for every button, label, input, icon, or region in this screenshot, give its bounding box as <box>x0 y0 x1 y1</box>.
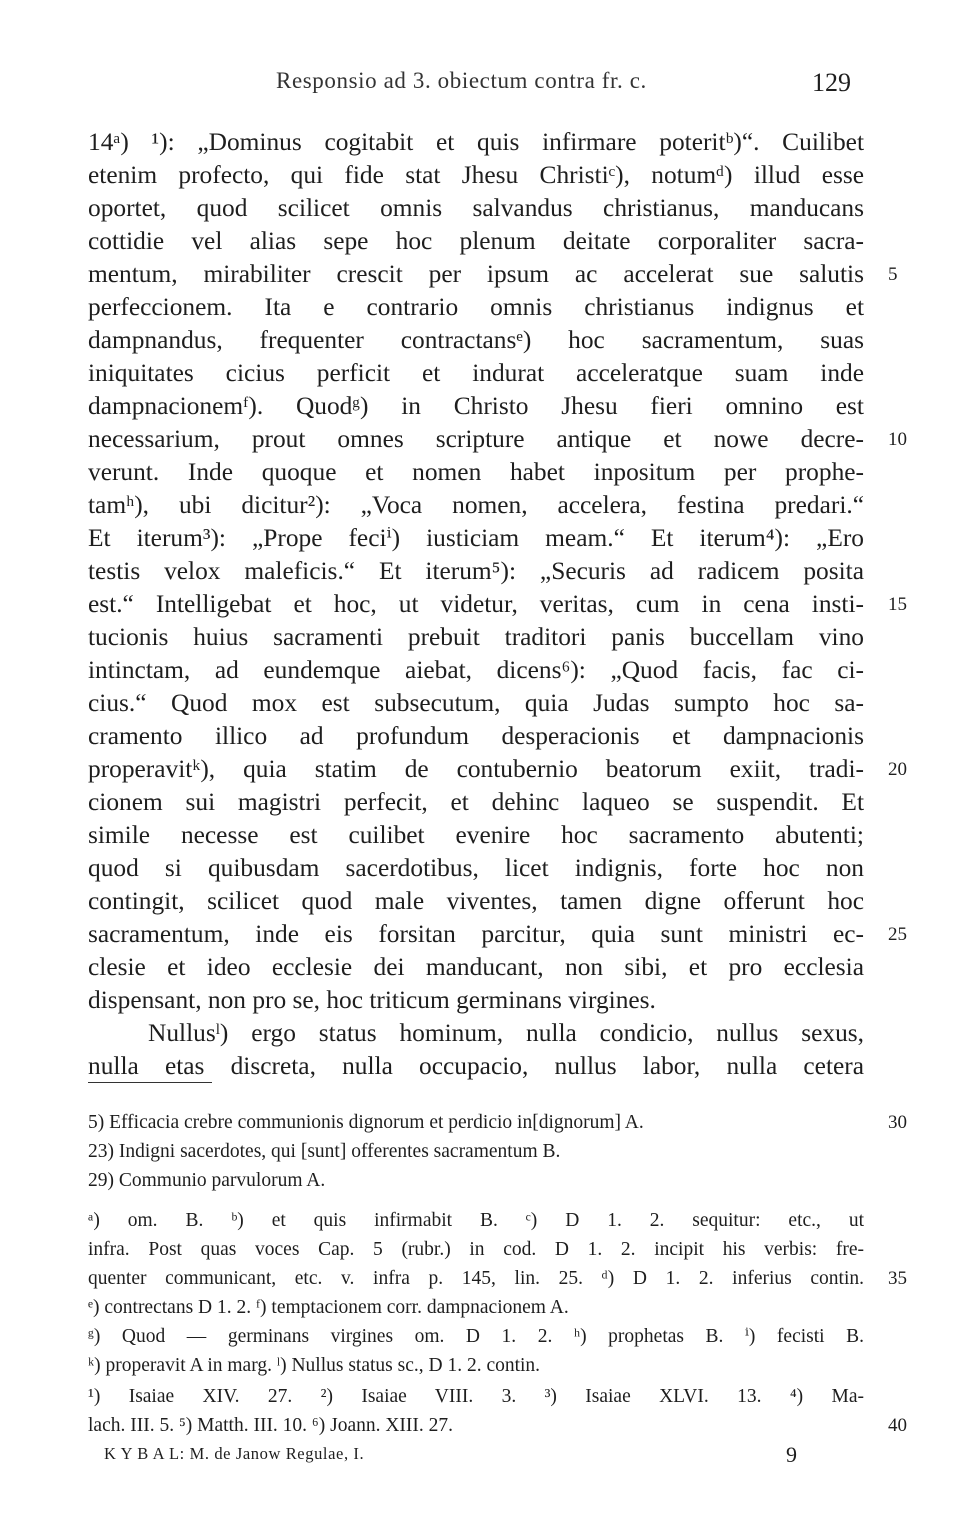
text-line <box>88 159 864 192</box>
text-line-text: contingit, scilicet quod male viventes, tamen digne offerunt hoc <box>88 887 864 915</box>
line-number: 5 <box>888 264 898 285</box>
text-line-text: properavitᵏ), quia statim de contubernio beatorum exiit, tradi- <box>88 755 864 783</box>
text-line-text: clesie et ideo ecclesie dei manducant, non sibi, et pro ecclesia <box>88 953 864 981</box>
text-line-text: dampnacionemᶠ). Quodᵍ) in Christo Jhesu fieri omnino est <box>88 392 864 420</box>
main-text-block <box>88 126 907 1083</box>
source-note-line-text: lach. III. 5. ⁵) Matth. III. 10. ⁶) Joann. XIII. 27. <box>88 1415 454 1436</box>
text-line-text: Et iterum³): „Prope feciⁱ) iusticiam meam.“ Et iterum⁴): „Ero <box>88 524 864 552</box>
text-line <box>88 555 864 588</box>
text-line-text: verunt. Inde quoque et nomen habet inpositum per prophe- <box>88 458 864 486</box>
apparatus-note-line <box>88 1351 864 1380</box>
text-line <box>88 819 864 852</box>
apparatus-note-line-text: ᵉ) contrectans D 1. 2. ᶠ) temptacionem corr. dampnacionem A. <box>88 1297 569 1318</box>
text-line <box>88 1050 864 1083</box>
text-line-text: 14ᵃ) ¹): „Dominus cogitabit et quis infirmare poteritᵇ)“. Cuilibet <box>88 128 864 156</box>
margin-note-line <box>88 1137 864 1166</box>
text-line-text: Nullusˡ) ergo status hominum, nulla condicio, nullus sexus, <box>148 1019 864 1047</box>
text-line <box>88 258 898 291</box>
apparatus-note-line-text: ᵃ) om. B. ᵇ) et quis infirmabit B. ᶜ) D 1. 2. sequitur: etc., ut <box>88 1210 864 1231</box>
text-line-text: cottidie vel alias sepe hoc plenum deitate corporaliter sacra- <box>88 227 864 255</box>
text-line-text: tamʰ), ubi dicitur²): „Voca nomen, accelera, festina predari.“ <box>88 491 864 519</box>
text-line <box>88 225 864 258</box>
text-line <box>88 192 864 225</box>
apparatus-note-line <box>88 1264 907 1293</box>
text-line-text: tucionis huius sacramenti prebuit traditori panis buccellam vino <box>88 623 864 651</box>
text-line <box>88 588 907 621</box>
text-line-text: cius.“ Quod mox est subsecutum, quia Judas sumpto hoc sa- <box>88 689 864 717</box>
text-line <box>88 1017 864 1050</box>
text-line <box>88 885 864 918</box>
text-line <box>88 390 864 423</box>
text-line-text: nulla etas discreta, nulla occupacio, nullus labor, nulla cetera <box>88 1052 864 1080</box>
text-line-text: est.“ Intelligebat et hoc, ut videtur, veritas, cum in cena insti- <box>88 590 864 618</box>
text-line <box>88 324 864 357</box>
page-header <box>0 68 960 108</box>
source-note-line <box>88 1411 907 1440</box>
margin-note-line-text: 23) Indigni sacerdotes, qui [sunt] offerentes sacramentum B. <box>88 1141 561 1162</box>
apparatus-note-line <box>88 1322 864 1351</box>
text-line-text: sacramentum, inde eis forsitan parcitur, quia sunt ministri ec- <box>88 920 864 948</box>
footnote-divider <box>88 1082 212 1083</box>
text-line-text: mentum, mirabiliter crescit per ipsum ac accelerat sue salutis <box>88 260 864 288</box>
sheet-number: 9 <box>786 1442 797 1467</box>
critical-apparatus <box>88 1206 907 1380</box>
line-number: 35 <box>888 1268 907 1289</box>
text-line-text: intinctam, ad eundemque aiebat, dicens⁶): „Quod facis, fac ci- <box>88 656 864 684</box>
line-number: 30 <box>888 1112 907 1133</box>
page-number: 129 <box>812 68 851 97</box>
text-line <box>88 951 864 984</box>
source-references <box>88 1382 907 1440</box>
line-number: 20 <box>888 759 907 780</box>
text-line <box>88 720 864 753</box>
text-line <box>88 291 864 324</box>
text-line-text: testis velox maleficis.“ Et iterum⁵): „Securis ad radicem posita <box>88 557 864 585</box>
text-line-text: oportet, quod scilicet omnis salvandus christianus, manducans <box>88 194 864 222</box>
text-line <box>88 423 907 456</box>
text-line <box>88 918 907 951</box>
text-line-text: dampnandus, frequenter contractansᵉ) hoc sacramentum, suas <box>88 326 864 354</box>
running-title: Responsio ad 3. obiectum contra fr. c. <box>276 68 647 93</box>
apparatus-note-line <box>88 1235 864 1264</box>
text-line <box>88 522 864 555</box>
marginal-summary-notes <box>88 1108 907 1195</box>
text-line-text: iniquitates cicius perficit et indurat acceleratque suam inde <box>88 359 864 387</box>
apparatus-note-line-text: infra. Post quas voces Cap. 5 (rubr.) in cod. D 1. 2. incipit his verbis: fre- <box>88 1239 864 1260</box>
text-line <box>88 654 864 687</box>
line-number: 15 <box>888 594 907 615</box>
text-line <box>88 489 864 522</box>
text-line-text: necessarium, prout omnes scripture antique et nowe decre- <box>88 425 864 453</box>
text-line <box>88 456 864 489</box>
apparatus-note-line-text: ᵍ) Quod — germinans virgines om. D 1. 2. ʰ) prophetas B. ⁱ) fecisti B. <box>88 1326 864 1347</box>
margin-note-line <box>88 1108 907 1137</box>
text-line <box>88 621 864 654</box>
text-line-text: perfeccionem. Ita e contrario omnis christianus indignus et <box>88 293 864 321</box>
text-line <box>88 357 864 390</box>
source-note-line <box>88 1382 864 1411</box>
text-line <box>88 852 864 885</box>
text-line-text: cramento illico ad profundum desperacionis et dampnacionis <box>88 722 864 750</box>
text-line <box>88 687 864 720</box>
text-line-text: quod si quibusdam sacerdotibus, licet indignis, forte hoc non <box>88 854 864 882</box>
apparatus-note-line <box>88 1206 864 1235</box>
line-number: 25 <box>888 924 907 945</box>
text-line-text: dispensant, non pro se, hoc triticum germinans virgines. <box>88 986 656 1014</box>
text-line-text: cionem sui magistri perfecit, et dehinc laqueo se suspendit. Et <box>88 788 864 816</box>
text-line <box>88 126 864 159</box>
text-line-text: simile necesse est cuilibet evenire hoc sacramento abutenti; <box>88 821 864 849</box>
apparatus-note-line-text: ᵏ) properavit A in marg. ˡ) Nullus status sc., D 1. 2. contin. <box>88 1355 541 1376</box>
apparatus-note-line-text: quenter communicant, etc. v. infra p. 145, lin. 25. ᵈ) D 1. 2. inferius contin. <box>88 1268 864 1289</box>
source-note-line-text: ¹) Isaiae XIV. 27. ²) Isaiae VIII. 3. ³) Isaiae XLVI. 13. ⁴) Ma- <box>88 1386 864 1407</box>
margin-note-line <box>88 1166 864 1195</box>
text-line <box>88 786 864 819</box>
text-line <box>88 753 907 786</box>
margin-note-line-text: 5) Efficacia crebre communionis dignorum et perdicio in[dignorum] A. <box>88 1112 644 1133</box>
printer-signature: K Y B A L: M. de Janow Regulae, I. <box>104 1444 365 1463</box>
line-number: 10 <box>888 429 907 450</box>
text-line <box>88 984 864 1017</box>
text-line-text: etenim profecto, qui fide stat Jhesu Christiᶜ), notumᵈ) illud esse <box>88 161 864 189</box>
line-number: 40 <box>888 1415 907 1436</box>
apparatus-note-line <box>88 1293 864 1322</box>
margin-note-line-text: 29) Communio parvulorum A. <box>88 1170 326 1191</box>
